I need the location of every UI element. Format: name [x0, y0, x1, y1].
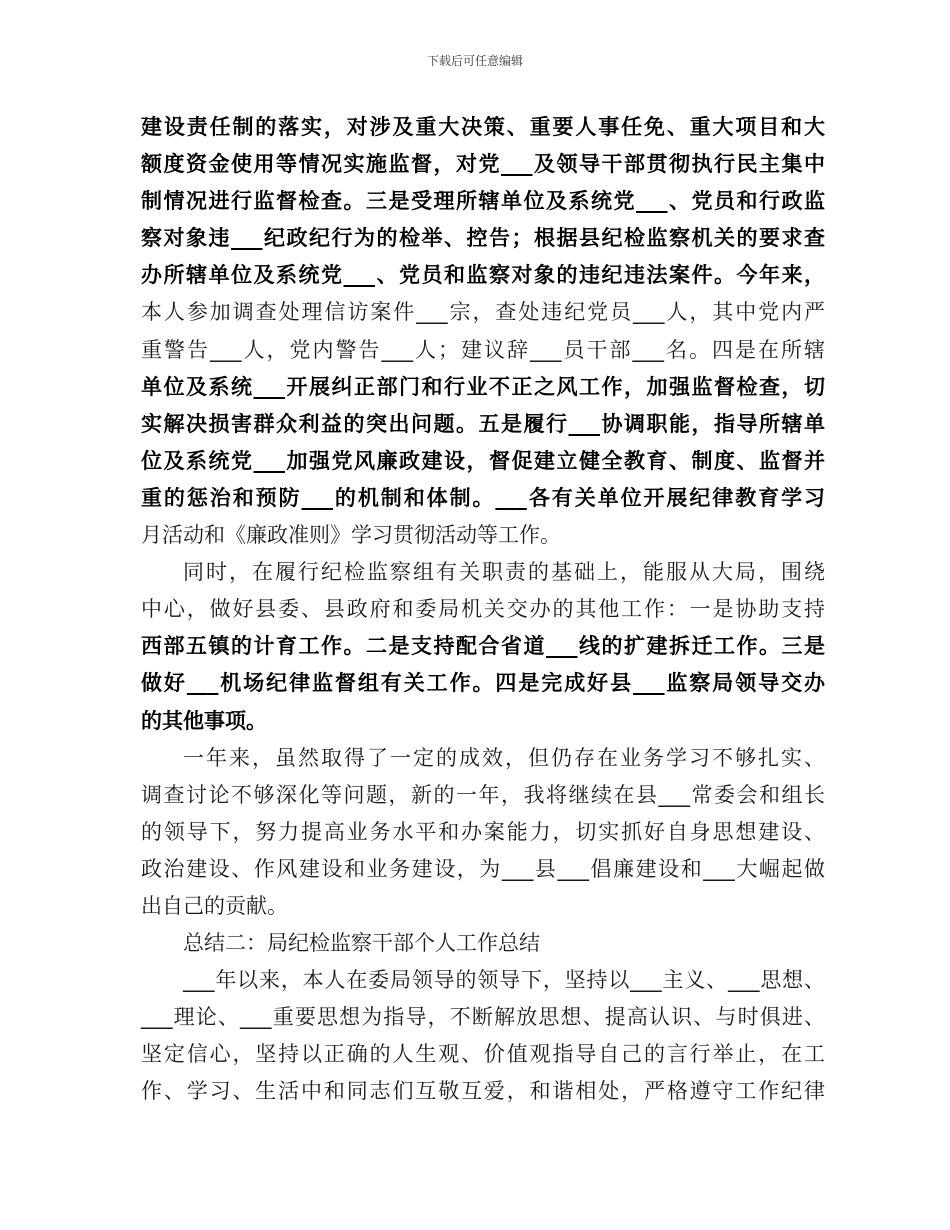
text-line: 察对象违___纪政纪行为的检举、控告；根据县纪检监察机关的要求查 [141, 226, 825, 251]
text-line: 办所辖单位及系统党___、党员和监察对象的违纪违法案件。今年来， [141, 263, 825, 288]
paragraph-start-line: 一年来，虽然取得了一定的成效，但仍存在业务学习不够扎实、 [183, 745, 825, 770]
text-line: 政治建设、作风建设和业务建设，为___县___倡廉建设和___大崛起做 [141, 856, 825, 881]
text-line: 本人参加调查处理信访案件___宗，查处违纪党员___人，其中党内严 [141, 300, 825, 325]
text-line: 调查讨论不够深化等问题，新的一年，我将继续在县___常委会和组长 [141, 782, 825, 807]
text-line: 重的惩治和预防___的机制和体制。___各有关单位开展纪律教育学习 [141, 485, 825, 510]
text-line: 做好___机场纪律监督组有关工作。四是完成好县___监察局领导交办 [141, 671, 825, 696]
document-body [141, 109, 825, 1111]
text-line: 实解决损害群众利益的突出问题。五是履行___协调职能，指导所辖单 [141, 411, 825, 436]
paragraph-start-line: ___年以来，本人在委局领导的领导下，坚持以___主义、___思想、 [183, 968, 825, 993]
paragraph-start-line: 同时，在履行纪检监察组有关职责的基础上，能服从大局，围绕 [183, 560, 825, 585]
text-line: 的领导下，努力提高业务水平和办案能力，切实抓好自身思想建设、 [141, 819, 825, 844]
text-line: 坚定信心，坚持以正确的人生观、价值观指导自己的言行举止，在工 [141, 1042, 825, 1067]
text-line: 的其他事项。 [141, 708, 267, 733]
text-line: 额度资金使用等情况实施监督，对党___及领导干部贯彻执行民主集中 [141, 152, 825, 177]
text-line: 月活动和《廉政准则》学习贯彻活动等工作。 [141, 523, 561, 548]
text-line: 西部五镇的计育工作。二是支持配合省道___线的扩建拆迁工作。三是 [141, 634, 825, 659]
text-line: 作、学习、生活中和同志们互敬互爱，和谐相处，严格遵守工作纪律 [141, 1079, 825, 1104]
text-line: 单位及系统___开展纠正部门和行业不正之风工作，加强监督检查，切 [141, 374, 825, 399]
text-line: 重警告___人，党内警告___人；建议辞___员干部___名。四是在所辖 [141, 337, 825, 362]
section-heading: 总结二：局纪检监察干部个人工作总结 [183, 931, 540, 956]
page-header: 下载后可任意编辑 [426, 54, 523, 68]
text-line: ___理论、___重要思想为指导，不断解放思想、提高认识、与时俱进、 [141, 1005, 825, 1030]
text-line: 中心，做好县委、县政府和委局机关交办的其他工作：一是协助支持 [141, 597, 825, 622]
text-line: 建设责任制的落实，对涉及重大决策、重要人事任免、重大项目和大 [141, 115, 825, 139]
text-line: 位及系统党___加强党风廉政建设，督促建立健全教育、制度、监督并 [141, 448, 825, 473]
text-line: 制情况进行监督检查。三是受理所辖单位及系统党___、党员和行政监 [141, 189, 825, 214]
text-line: 出自己的贡献。 [141, 893, 288, 918]
